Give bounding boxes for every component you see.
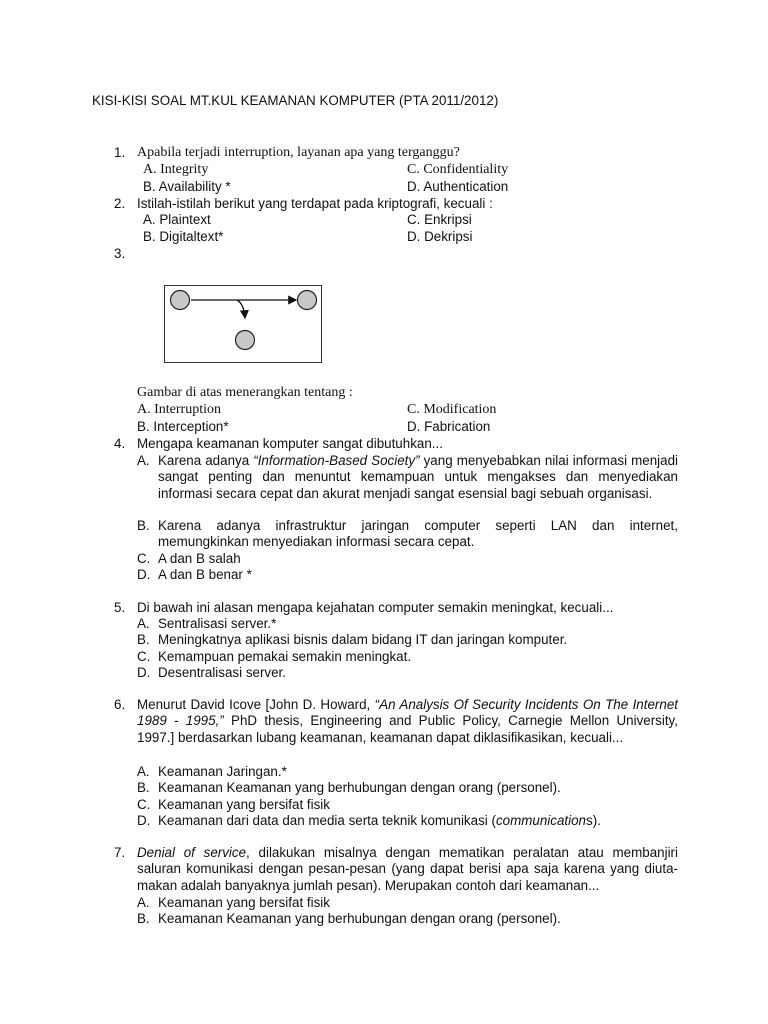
q5-option-c-letter: C. xyxy=(137,649,151,664)
q1-option-b: B. Availability * xyxy=(143,179,231,194)
interception-diagram xyxy=(164,285,322,363)
q2-option-a: A. Plaintext xyxy=(143,212,211,227)
q3-number: 3. xyxy=(114,246,126,261)
q7-text: Denial of service, dilakukan misalnya dengan mematikan peralatan atau membanjiri saluran komunikasi dengan pesan-pesan (yang dapat berisi apa saja karena yang diuta-makan adalah banyaknya jumlah pesan). Merupakan contoh dari keamanan... xyxy=(137,845,678,893)
q2-text: Istilah-istilah berikut yang terdapat pada kriptografi, kecuali : xyxy=(137,196,493,211)
q6-option-c-letter: C. xyxy=(137,797,151,812)
q5-text: Di bawah ini alasan mengapa kejahatan computer semakin meningkat, kecuali... xyxy=(137,600,614,615)
q6-option-b-letter: B. xyxy=(137,780,150,795)
interceptor-arrow xyxy=(237,300,245,318)
q4-option-c: A dan B salah xyxy=(158,551,241,566)
q4-option-d: A dan B benar * xyxy=(158,567,252,582)
q7-option-a-letter: A. xyxy=(137,895,150,910)
q4-option-a-letter: A. xyxy=(137,453,150,468)
q5-number: 5. xyxy=(114,600,126,615)
q6-option-a-letter: A. xyxy=(137,764,150,779)
q7-option-b-letter: B. xyxy=(137,911,150,926)
q5-option-d-letter: D. xyxy=(137,665,151,680)
q7-number: 7. xyxy=(114,845,126,860)
page-title: KISI-KISI SOAL MT.KUL KEAMANAN KOMPUTER (PTA 2011/2012) xyxy=(92,93,499,108)
q4-number: 4. xyxy=(114,436,126,451)
q1-option-d: D. Authentication xyxy=(407,179,509,194)
q4-option-b: Karena adanya infrastruktur jaringan computer seperti LAN dan internet, memungkinkan menyediakan informasi secara cepat. xyxy=(158,518,678,550)
q6-option-d: Keamanan dari data dan media serta teknik komunikasi (communications). xyxy=(158,813,601,828)
q5-option-c: Kemampuan pemakai semakin meningkat. xyxy=(158,649,412,664)
q1-option-c: C. Confidentiality xyxy=(407,162,509,177)
destination-node xyxy=(298,291,317,310)
q2-option-c: C. Enkripsi xyxy=(407,212,472,227)
q2-option-b: B. Digitaltext* xyxy=(143,229,224,244)
q2-option-d: D. Dekripsi xyxy=(407,229,473,244)
q6-option-d-letter: D. xyxy=(137,813,151,828)
q7-option-b: Keamanan Keamanan yang berhubungan dengan orang (personel). xyxy=(158,911,561,926)
q6-option-b: Keamanan Keamanan yang berhubungan dengan orang (personel). xyxy=(158,780,561,795)
q7-option-a: Keamanan yang bersifat fisik xyxy=(158,895,330,910)
q6-option-c: Keamanan yang bersifat fisik xyxy=(158,797,330,812)
q1-number: 1. xyxy=(114,145,126,160)
q1-text: Apabila terjadi interruption, layanan apa yang terganggu? xyxy=(137,145,460,160)
q3-option-d: D. Fabrication xyxy=(407,419,491,434)
q5-option-a: Sentralisasi server.* xyxy=(158,616,277,631)
q4-text: Mengapa keamanan komputer sangat dibutuhkan... xyxy=(137,436,443,451)
q5-option-b: Meningkatnya aplikasi bisnis dalam bidang IT dan jaringan komputer. xyxy=(158,632,568,647)
q2-number: 2. xyxy=(114,196,126,211)
q4-option-c-letter: C. xyxy=(137,551,151,566)
q5-option-a-letter: A. xyxy=(137,616,150,631)
q4-option-a: Karena adanya “Information-Based Society” yang menyebabkan nilai informasi menjadi sangat penting dan menuntut kemampuan untuk mengakses dan menyediakan informasi secara cepat dan akurat menjadi sangat esensial bagi sebuah organisasi. xyxy=(158,453,679,501)
q1-option-a: A. Integrity xyxy=(143,162,209,177)
source-node xyxy=(171,291,190,310)
q6-text: Menurut David Icove [John D. Howard, “An Analysis Of Security Incidents On The Internet 1989 - 1995,” PhD thesis, Engineering and Public Policy, Carnegie Mellon University, 1997.] berdasarkan lubang keamanan, keamanan dapat diklasifikasikan, kecuali... xyxy=(137,697,678,745)
q5-option-d: Desentralisasi server. xyxy=(158,665,287,680)
q3-option-b: B. Interception* xyxy=(137,419,229,434)
q6-option-a: Keamanan Jaringan.* xyxy=(158,764,287,779)
q4-option-b-letter: B. xyxy=(137,518,150,533)
q6-number: 6. xyxy=(114,697,126,712)
interceptor-node xyxy=(236,331,255,350)
q4-option-d-letter: D. xyxy=(137,567,151,582)
q3-option-c: C. Modification xyxy=(407,402,497,417)
q3-option-a: A. Interruption xyxy=(137,402,221,417)
q5-option-b-letter: B. xyxy=(137,632,150,647)
q3-text: Gambar di atas menerangkan tentang : xyxy=(137,385,353,400)
